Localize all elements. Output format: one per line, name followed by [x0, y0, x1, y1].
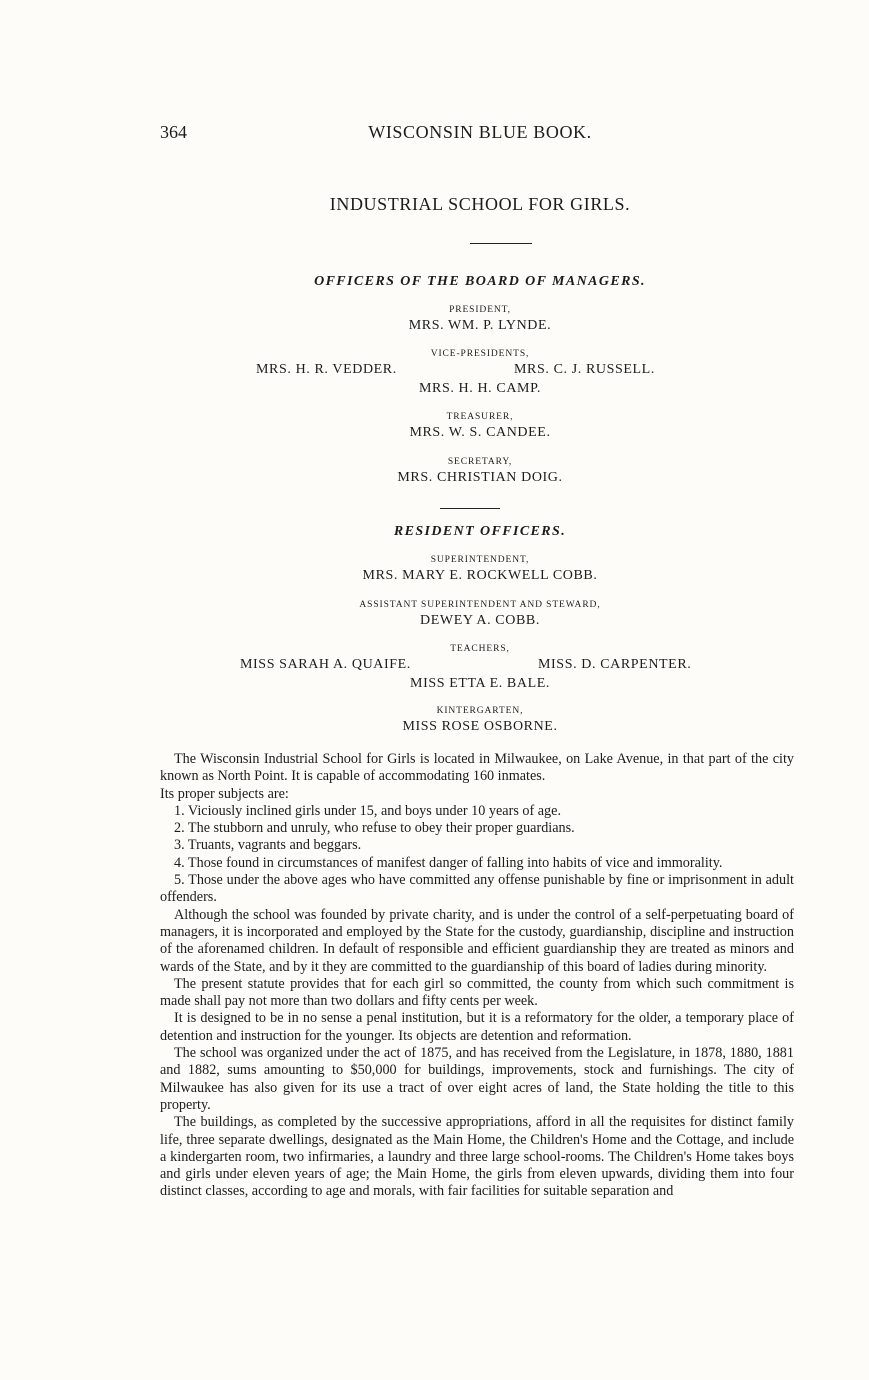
page-title: INDUSTRIAL SCHOOL FOR GIRLS. [329, 194, 631, 214]
treasurer-name: MRS. W. S. CANDEE. [409, 425, 551, 440]
list-item: 2. The stubborn and unruly, who refuse to obey their proper guardians. [174, 820, 575, 837]
vice-president-name: MRS. H. R. VEDDER. [256, 362, 397, 377]
treasurer-label: TREASURER, [446, 412, 514, 422]
title-divider [470, 243, 532, 244]
body-text [160, 751, 794, 1201]
teacher-name: MISS ETTA E. BALE. [410, 676, 550, 691]
resident-officers-heading: RESIDENT OFFICERS. [393, 524, 567, 539]
vice-president-name: MRS. H. H. CAMP. [418, 381, 542, 396]
teacher-name: MISS SARAH A. QUAIFE. [240, 657, 411, 672]
list-item: 3. Truants, vagrants and beggars. [174, 837, 362, 854]
list-item: 4. Those found in circumstances of manifest danger of falling into habits of vice and immorality. [174, 854, 723, 871]
secretary-name: MRS. CHRISTIAN DOIG. [397, 470, 563, 485]
paragraph: The school was organized under the act of 1875, and has received from the Legislature, in 1878, 1880, 1881 and 1882, sums amounting to $50,000 for buildings, improvements, stock and furnishings. The city of Milwaukee has also given for its use a tract of over eight acres of land, the State holding the title to this property. [160, 1045, 794, 1113]
kindergarten-teacher-name: MISS ROSE OSBORNE. [402, 719, 558, 734]
assistant-superintendent-name: DEWEY A. COBB. [420, 613, 540, 628]
paragraph: The present statute provides that for each girl so committed, the county from which such commitment is made shall pay not more than two dollars and fifty cents per week. [160, 975, 794, 1010]
superintendent-label: SUPERINTENDENT, [430, 555, 530, 565]
vice-presidents-label: VICE-PRESIDENTS, [430, 349, 530, 359]
paragraph: The buildings, as completed by the successive appropriations, afford in all the requisites for distinct family life, three separate dwellings, designated as the Main Home, the Children's Home and the Cottage, and include a kindergarten room, two infirmaries, a laundry and three large school-rooms. The Children's Home takes boys and girls under eleven years of age; the Main Home, the girls from eleven upwards, dividing them into four distinct classes, according to age and morals, with fair facilities for suitable separation and [160, 1114, 794, 1200]
paragraph: It is designed to be in no sense a penal institution, but it is a reformatory for the older, a temporary place of detention and instruction for the younger. Its objects are detention and reformation. [160, 1010, 794, 1044]
running-head [160, 122, 800, 146]
list-item: 1. Viciously inclined girls under 15, and boys under 10 years of age. [174, 802, 561, 819]
kindergarten-label: KINTERGARTEN, [436, 706, 524, 716]
teachers-label: TEACHERS, [450, 644, 510, 654]
paragraph: Although the school was founded by private charity, and is under the control of a self-perpetuating board of managers, it is incorporated and employed by the State for the custody, guardianship, discipline and instruction of the aforenamed children. In default of responsible and efficient guardianship they are treated as minors and wards of the State, and by it they are committed to the guardianship of this board of ladies during minority. [160, 906, 794, 975]
list-item: 5. Those under the above ages who have committed any offense punishable by fine or imprisonment in adult offenders. [160, 872, 794, 906]
secretary-label: SECRETARY, [447, 457, 513, 467]
superintendent-name: MRS. MARY E. ROCKWELL COBB. [362, 568, 598, 583]
paragraph: Its proper subjects are: [160, 785, 289, 802]
president-name: MRS. WM. P. LYNDE. [408, 318, 552, 333]
section-divider [440, 508, 500, 509]
board-officers-heading: OFFICERS OF THE BOARD OF MANAGERS. [314, 274, 646, 289]
president-label: PRESIDENT, [449, 305, 511, 315]
page-number: 364 [160, 122, 187, 142]
book-title: WISCONSIN BLUE BOOK. [368, 122, 592, 142]
assistant-superintendent-label: ASSISTANT SUPERINTENDENT AND STEWARD, [359, 600, 601, 610]
vice-president-name: MRS. C. J. RUSSELL. [514, 362, 655, 377]
paragraph: The Wisconsin Industrial School for Girls is located in Milwaukee, on Lake Avenue, in that part of the city known as North Point. It is capable of accommodating 160 inmates. [160, 751, 794, 785]
teacher-name: MISS. D. CARPENTER. [538, 657, 692, 672]
